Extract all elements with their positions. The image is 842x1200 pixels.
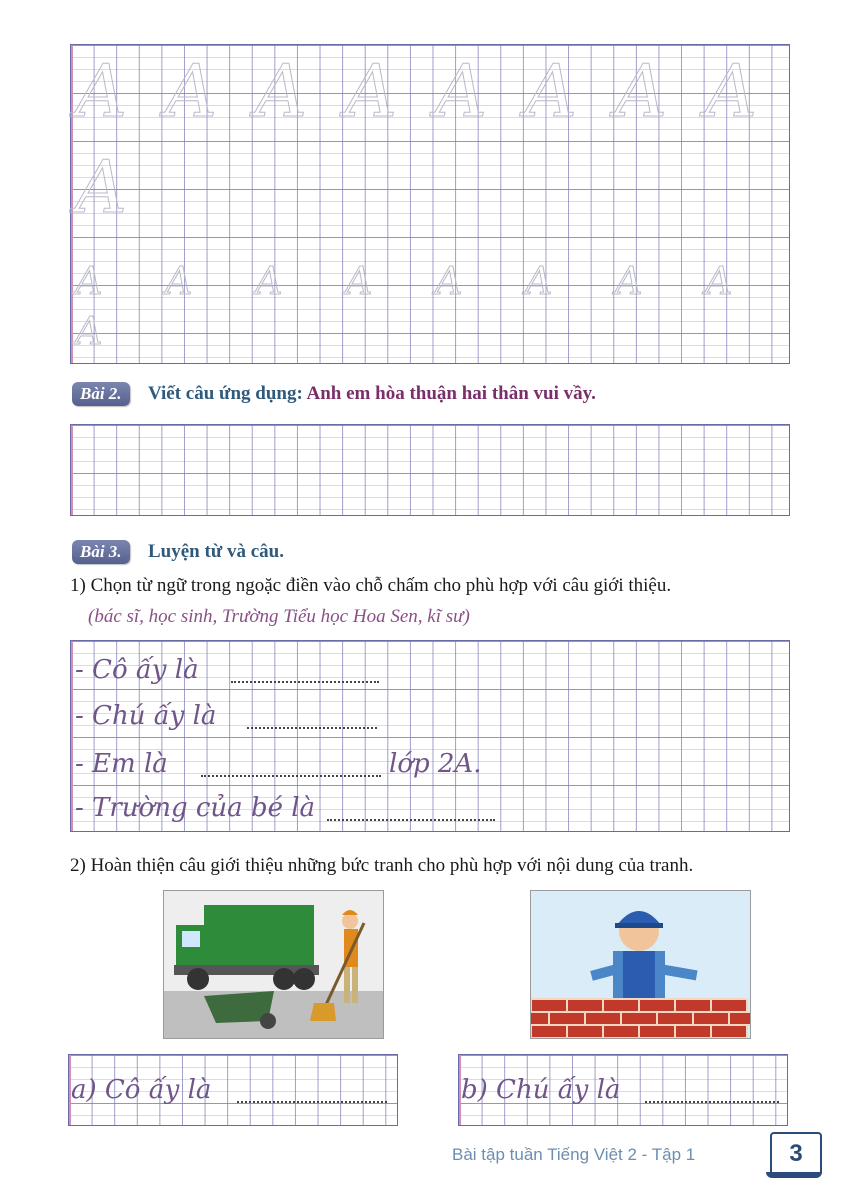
bai2-writing-grid[interactable]	[70, 424, 790, 516]
fill-line-suffix: lớp 2A.	[389, 749, 482, 779]
trace-letter: A	[75, 145, 127, 229]
trace-letter: A	[165, 259, 193, 303]
trace-letter: A	[705, 49, 757, 133]
big-letter-row-2	[71, 141, 789, 237]
fill-blank[interactable]	[645, 1101, 779, 1103]
fill-blank[interactable]	[327, 819, 495, 821]
trace-letter: A	[255, 259, 283, 303]
trace-letter: A	[165, 49, 217, 133]
trace-letter: A	[525, 259, 553, 303]
trace-letter: A	[255, 49, 307, 133]
trace-letter: A	[75, 309, 103, 353]
trace-letter: A	[615, 259, 643, 303]
fill-line-text: - Chú ấy là	[75, 701, 217, 731]
bai3-heading: Luyện từ và câu.	[148, 541, 284, 562]
bricklayer-icon	[531, 891, 750, 1038]
page-number: 3	[770, 1132, 822, 1176]
book-title: Bài tập tuần Tiếng Việt 2 - Tập 1	[452, 1145, 696, 1164]
trace-letter: A	[345, 49, 397, 133]
trace-letter: A	[345, 259, 373, 303]
bai3-task2: 2) Hoàn thiện câu giới thiệu những bức tranh cho phù hợp với nội dung của tranh.	[70, 855, 694, 876]
small-letter-row-2	[71, 307, 789, 355]
illustration-street-sweeper	[163, 890, 384, 1039]
bai2-title: Viết câu ứng dụng:	[148, 383, 303, 404]
trace-letter: A	[435, 259, 463, 303]
answer-grid-b[interactable]	[458, 1054, 788, 1126]
fill-line-text: - Em là	[75, 749, 168, 779]
fill-blank[interactable]	[201, 775, 381, 777]
book-icon	[766, 1172, 822, 1178]
street-sweeper-icon	[164, 891, 383, 1038]
bai2-badge: Bài 2.	[72, 382, 130, 406]
answer-a-text: a) Cô ấy là	[71, 1075, 212, 1105]
fill-line-text: - Trường của bé là	[75, 793, 316, 823]
grid-margin-line	[71, 641, 73, 831]
fill-blank[interactable]	[237, 1101, 387, 1103]
bai2-sentence: Anh em hòa thuận hai thân vui vầy.	[306, 383, 596, 404]
bai3-task1: 1) Chọn từ ngữ trong ngoặc điền vào chỗ chấm cho phù hợp với câu giới thiệu.	[70, 575, 672, 596]
trace-letter: A	[435, 49, 487, 133]
answer-b-text: b) Chú ấy là	[461, 1075, 621, 1105]
fill-line-text: - Cô ấy là	[75, 655, 199, 685]
big-letter-row	[71, 45, 789, 141]
answer-grid-a[interactable]	[68, 1054, 398, 1126]
grid-margin-line	[71, 425, 73, 515]
small-letter-row	[71, 257, 789, 305]
trace-letter: A	[75, 259, 103, 303]
bai3-sentence-grid[interactable]	[70, 640, 790, 832]
letter-practice-grid[interactable]	[70, 44, 790, 364]
bai3-hint: (bác sĩ, học sinh, Trường Tiểu học Hoa Sen, kĩ sư)	[88, 606, 470, 627]
fill-blank[interactable]	[247, 727, 377, 729]
trace-letter: A	[705, 259, 733, 303]
trace-letter: A	[525, 49, 577, 133]
illustration-bricklayer	[530, 890, 751, 1039]
bai3-badge: Bài 3.	[72, 540, 130, 564]
trace-letter: A	[75, 49, 127, 133]
bai2-heading	[148, 383, 596, 405]
trace-letter: A	[615, 49, 667, 133]
fill-blank[interactable]	[231, 681, 379, 683]
